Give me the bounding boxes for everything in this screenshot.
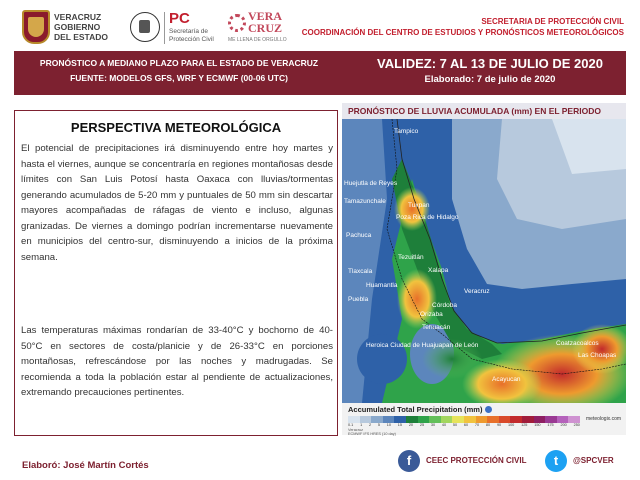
legend-tick: 90 <box>496 423 502 427</box>
legend-swatch <box>510 416 522 423</box>
validity-period: VALIDEZ: 7 AL 13 DE JULIO DE 2020 <box>377 56 603 71</box>
place-label: Huamantla <box>366 282 398 289</box>
legend-tick: 5 <box>377 423 380 427</box>
pc-logo-title: PC <box>169 10 190 27</box>
legend-tick: 60 <box>463 423 469 427</box>
precipitation-legend <box>342 403 626 435</box>
map-title: PRONÓSTICO DE LLUVIA ACUMULADA (mm) EN EL PERIODO <box>342 103 626 119</box>
legend-tick: 20 <box>408 423 414 427</box>
legend-title-text: Accumulated Total Precipitation (mm) <box>348 405 483 414</box>
vc-word1: VERA <box>248 9 283 23</box>
legend-tick: 0.1 <box>348 423 354 427</box>
place-label: Heroica Ciudad de Huajuapan de León <box>366 342 479 349</box>
legend-swatch <box>487 416 499 423</box>
place-label: Tlaxcala <box>348 268 373 275</box>
emblem-icon <box>130 12 160 42</box>
legend-swatch <box>522 416 534 423</box>
pc-logo-sub2: Protección Civil <box>169 36 214 43</box>
legend-swatch <box>429 416 441 423</box>
precipitation-map <box>342 119 626 403</box>
place-label: Córdoba <box>432 302 457 309</box>
legend-tick: 30 <box>430 423 436 427</box>
place-label: Puebla <box>348 296 369 303</box>
legend-color-bar <box>348 416 580 423</box>
pc-logo-sub1: Secretaría de <box>169 28 209 35</box>
place-label: Pachuca <box>346 232 372 239</box>
info-icon[interactable] <box>485 406 492 413</box>
legend-tick: 200 <box>560 423 567 427</box>
legend-swatch <box>394 416 406 423</box>
logo-ver-line2: GOBIERNO <box>54 22 101 32</box>
place-label: Tuxpan <box>408 202 430 209</box>
header-agency <box>302 16 624 38</box>
legend-tick: 100 <box>507 423 515 427</box>
state-shield-icon <box>22 10 50 44</box>
place-label: Orizaba <box>420 311 443 318</box>
legend-swatch <box>534 416 546 423</box>
legend-tick: 175 <box>547 423 554 427</box>
forecast-paragraph-rain: El potencial de precipitaciones irá disminuyendo entre hoy martes y hasta el viernes, aunque se concentraría en regiones montañosas desde límites con San Luis Potosí hasta Oaxaca con lluvias/tormentas generando acumulados de 5-20 mm y puntuales de 50 mm sin descartar mayores acompañadas de ráfagas de viento e incluso, algunas granizadas. De viernes a domingo podrían incrementarse nuevamente en municipios del centro-sur, disminuyendo a inicios de la próxima semana. <box>21 143 333 263</box>
author-credit: Elaboró: José Martín Cortés <box>22 460 149 471</box>
veracruz-brand-logo <box>228 10 300 46</box>
panel-title: PERSPECTIVA METEOROLÓGICA <box>70 120 282 135</box>
legend-swatch <box>452 416 464 423</box>
legend-swatch <box>383 416 395 423</box>
place-label: Tampico <box>394 128 419 135</box>
place-label: Las Choapas <box>578 352 617 359</box>
legend-swatch <box>348 416 360 423</box>
vc-tagline: ME LLENA DE ORGULLO <box>228 37 287 43</box>
flower-icon <box>228 14 246 32</box>
legend-swatch <box>441 416 453 423</box>
legend-tick: 250 <box>573 423 580 427</box>
vc-word2: CRUZ <box>248 21 283 35</box>
logo-ver-line3: DEL ESTADO <box>54 32 108 42</box>
place-label: Huejutla de Reyes <box>344 180 398 187</box>
elaboration-date: Elaborado: 7 de julio de 2020 <box>424 74 556 85</box>
place-label: Tezuitlán <box>398 254 424 261</box>
legend-note-model: ECMWF IFS HRES (10 day) <box>348 432 396 436</box>
legend-swatch <box>371 416 383 423</box>
legend-swatch <box>568 416 580 423</box>
legend-swatch <box>418 416 430 423</box>
proteccion-civil-logo <box>130 10 225 46</box>
meteologix-brand: meteologix.com <box>586 416 622 422</box>
legend-tick: 50 <box>452 423 458 427</box>
legend-tick: 40 <box>441 423 447 427</box>
precipitation-map-svg <box>342 119 626 403</box>
forecast-paragraph-temperature: Las temperaturas máximas rondarían de 33-40°C y bochorno de 40-50°C en sectores de costa/planicie y de 26-33°C en porciones montañosas, refrescándose por las noches y madrugadas. Se recomienda a toda la población estar al pendiente de actualizaciones, extremando precauciones pertinentes. <box>21 325 333 398</box>
place-label: Veracruz <box>464 288 490 295</box>
facebook-label: CEEC PROTECCIÓN CIVIL <box>426 456 527 465</box>
forecast-text-panel <box>14 110 338 436</box>
legend-swatch <box>406 416 418 423</box>
legend-tick: 70 <box>474 423 480 427</box>
legend-swatch <box>557 416 569 423</box>
place-label: Acayucan <box>492 376 521 383</box>
band-source: FUENTE: MODELOS GFS, WRF Y ECMWF (00-06 UTC) <box>70 73 288 83</box>
legend-tick: 25 <box>419 423 425 427</box>
legend-swatch <box>464 416 476 423</box>
coordinacion-text: COORDINACIÓN DEL CENTRO DE ESTUDIOS Y PRONÓSTICOS METEOROLÓGICOS <box>301 28 624 37</box>
place-label: Coatzacoalcos <box>556 340 599 347</box>
legend-tick: 125 <box>521 423 528 427</box>
legend-swatch <box>499 416 511 423</box>
legend-tick: 150 <box>534 423 541 427</box>
legend-title <box>348 405 492 414</box>
twitter-label: @SPCVER <box>573 456 614 465</box>
veracruz-government-logo <box>22 10 132 46</box>
header-band <box>14 51 626 95</box>
secretaria-text: SECRETARIA DE PROTECCIÓN CIVIL <box>481 17 624 26</box>
place-label: Tehuacán <box>422 324 451 331</box>
legend-tick: 2 <box>368 423 372 427</box>
twitter-icon: t <box>545 450 567 472</box>
place-label: Poza Rica de Hidalgo <box>396 214 459 221</box>
legend-tick: 1 <box>360 423 363 427</box>
legend-swatch <box>360 416 372 423</box>
place-label: Xalapa <box>428 267 449 274</box>
legend-tick: 10 <box>386 423 392 427</box>
legend-note-region: Veracruz <box>348 428 363 432</box>
legend-swatch <box>545 416 557 423</box>
logo-ver-line1: VERACRUZ <box>54 12 102 22</box>
place-label: Tamazunchale <box>344 198 386 205</box>
legend-tick: 80 <box>485 423 491 427</box>
legend-tick: 15 <box>397 423 403 427</box>
facebook-icon: f <box>398 450 420 472</box>
band-title: PRONÓSTICO A MEDIANO PLAZO PARA EL ESTADO DE VERACRUZ <box>39 58 319 68</box>
legend-swatch <box>476 416 488 423</box>
